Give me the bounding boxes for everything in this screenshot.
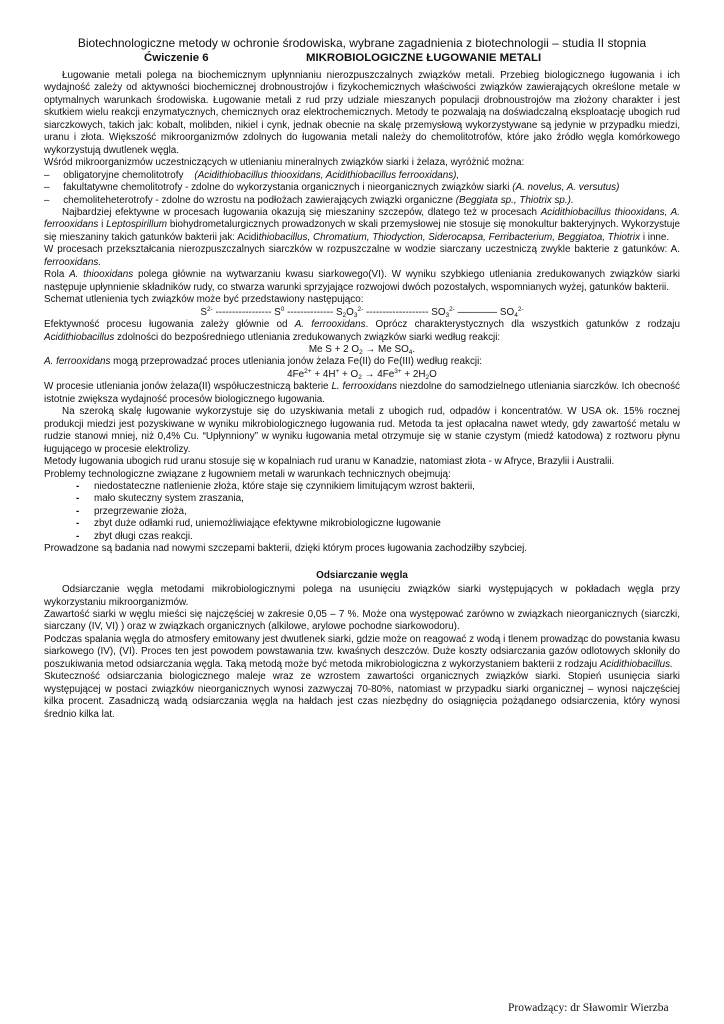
document-page bbox=[44, 36, 680, 721]
list-item-obligatory: – obligatoryjne chemolitotrofy (Acidithiobacillus thiooxidans, Acidithiobacillus ferrooxidans), bbox=[44, 169, 460, 181]
exercise-heading bbox=[44, 51, 680, 66]
paragraph-uranium: Metody ługowania ubogich rud uranu stosuje się w kopalniach rud uranu w Kanadzie, natomiast złota - w Afryce, Brazylii i Australii. bbox=[44, 456, 615, 468]
paragraph-intro: Ługowanie metali polega na biochemicznym upłynnianiu nierozpuszczalnych związków metali. Przebieg biologicznego ługowania i ich wydajność zależy od aktywności biochemicznej drobnoustrojów i fizykochemicznych właściwości związków zawierających określone metale w optymalnych warunkach środowiska. Ługowanie metali z rud przy udziale mieszanych populacji drobnoustrojów ma złożony charakter i jest skutkiem wielu reakcji enzymatycznych, chemicznych oraz elektrochemicznych. Metody te pozwalają na doświadczalną eksploatację ubogich rud siarczkowych, takich jak: kobalt, molibden, nikiel i cynk, jednak obecnie na skalę przemysłową wykorzystywane są jedynie w przypadku miedzi, uranu i złota. Większość mikroorganizmów zdolnych do ługowania metali należy do chemolitotrofów, które jako źródło węgla komórkowego wykorzystują dwutlenek węgla. bbox=[44, 70, 680, 156]
paragraph-research: Prowadzone są badania nad nowymi szczepami bakterii, dzięki którym proces ługowania zachodziłby szybciej. bbox=[44, 543, 528, 555]
problem-item: - niedostateczne natlenienie złoża, które staje się czynnikiem limitującym wzrost bakterii, bbox=[44, 481, 680, 493]
list-item-facultative: – fakultatywne chemolitotrofy - zdolne do wykorzystania organicznych i nieorganicznych związków siarki (A. novelus, A. versutus) bbox=[44, 182, 620, 194]
paragraph-problems-intro: Problemy technologiczne związane z ługowniem metali w warunkach technicznych obejmują: bbox=[44, 468, 451, 480]
paragraph-efficiency: Efektywność procesu ługowania zależy głównie od A. ferrooxidans. Oprócz charakterystycznych dla wszystkich gatunków z rodzaju Acidithiobacillus zdolności do bezpośredniego utleniania zredukowanych związków siarki według reakcji: bbox=[44, 319, 680, 343]
list-item-chemoliteheterotrophs: – chemoliteheterotrofy - zdolne do wzrostu na podłożach zawierających związki organiczne (Beggiata sp., Thiotrix sp.). bbox=[44, 194, 574, 206]
paragraph-iron-oxidation: A. ferrooxidans mogą przeprowadzać proces utleniania jonów żelaza Fe(II) do Fe(III) według reakcji: bbox=[44, 356, 483, 368]
paragraph-sulfides: W procesach przekształcania nierozpuszczalnych siarczków w rozpuszczalne w wodzie siarczany uczestniczą zwykle bakterie z gatunków: A. ferrooxidans. bbox=[44, 244, 680, 268]
problem-item: - przegrzewanie złoża, bbox=[44, 506, 680, 518]
section-heading-coal: Odsiarczanie węgla bbox=[316, 569, 408, 581]
paragraph-microorganisms: Wśród mikroorganizmów uczestniczących w utlenianiu mineralnych związków siarki i żelaza, wyróżnić można: bbox=[44, 157, 525, 169]
paragraph-iron-bacteria: W procesie utleniania jonów żelaza(II) współuczestniczą bakterie L. ferrooxidans niezdolne do samodzielnego utleniania siarczków. Ich obecność istotnie zwiększa wydajność procesów biologicznego ługowania. bbox=[44, 381, 680, 405]
paragraph-large-scale: Na szeroką skalę ługowanie wykorzystuje się do uzyskiwania metali z ubogich rud, odpadów i koncentratów. W USA ok. 15% rocznej produkcji miedzi jest pozyskiwane w wyniku mikrobiologicznego ługowania rud. Metoda ta jest opłacalna nawet wtedy, gdy zawartość metalu w rudzie stanowi mniej, niż 0,4% Cu. “Upłynniony” w wyniku ługowania metal otrzymuje się w stanie czystym (miedź katodowa) z roztworu płynu ługującego w procesie elektrolizy. bbox=[44, 406, 680, 455]
exercise-topic: MIKROBIOLOGICZNE ŁUGOWANIE METALI bbox=[306, 52, 542, 64]
paragraph-sulfur-content: Zawartość siarki w węglu mieści się najczęściej w zakresie 0,05 – 7 %. Może ona występować zarówno w związkach nieorganicznych (siarczki, siarczany (IV, VI) ) oraz w związkach organicznych (alkilowe, arylowe pochodne siarkowodoru). bbox=[44, 609, 680, 633]
problem-item: - zbyt długi czas reakcji. bbox=[44, 531, 680, 543]
footer-instructor: Prowadzący: dr Sławomir Wierzba bbox=[508, 1002, 669, 1014]
paragraph-scheme-intro: Schemat utlenienia tych związków może być przedstawiony następująco: bbox=[44, 294, 364, 306]
paragraph-mixtures: Najbardziej efektywne w procesach ługowania okazują się mieszaniny szczepów, dlatego też w procesach Acidithiobacillus thiooxidans, A. ferrooxidans i Leptospirillum biohydrometalurgicznych prowadzonych w skali przemysłowej nie stosuje się monokultur bakteryjnych. Wykorzystuje się mieszaniny takich gatunków bakterii jak: Acidithiobacillus, Chromatium, Thiodyction, Siderocapsa, Ferribacterium, Beggiatoa, Thiotrix i inne. bbox=[44, 206, 680, 243]
oxidation-scheme: $S^{2-}$ ----------------- $S^0$ -------------- $S_2O_3^{2-}$ ------------------- $SO_3^{2-}$ ———— $SO_4^{2-}$ bbox=[200, 305, 524, 319]
paragraph-effectiveness: Skuteczność odsiarczania biologicznego maleje wraz ze wzrostem zawartości organicznych związków siarki. Stopień usunięcia siarki występującej w postaci związków nieorganicznych wynosi zazwyczaj 70-80%, natomiast w przypadku siarki organicznej – wynosi najczęściej kilka procent. Zasadniczą wadą odsiarczania węgla na hałdach jest czas niezbędny do osiągnięcia pożądanego odsiarczenia, który wynosi średnio kilka lat. bbox=[44, 671, 680, 720]
course-title: Biotechnologiczne metody w ochronie środowiska, wybrane zagadnienia z biotechnologii – studia II stopnia bbox=[77, 36, 647, 50]
paragraph-coal-intro: Odsiarczanie węgla metodami mikrobiologicznymi polega na usunięciu związków siarki występujących w pokładach węgla przy wykorzystaniu mikroorganizmów. bbox=[44, 584, 680, 608]
reaction-equation-1: Me S + 2 $O_2 \to Me$ $SO_4$. bbox=[308, 343, 416, 356]
problem-item: - mało skuteczny system zraszania, bbox=[44, 493, 680, 505]
paragraph-role: Rola A. thiooxidans polega głównie na wytwarzaniu kwasu siarkowego(VI). W wyniku szybkiego utleniania zredukowanych związków siarki następuje upłynnienie składników rudy, co stwarza warunki sprzyjające rozwojowi dwóch pozostałych, wspomnianych wyżej, gatunków bakterii. bbox=[44, 269, 680, 293]
reaction-equation-2: $4Fe^{2+} + 4H^+ + O_2 \to 4Fe^{3+} + 2H_2O$ bbox=[287, 367, 437, 381]
paragraph-combustion: Podczas spalania węgla do atmosfery emitowany jest dwutlenek siarki, gdzie może on reagować z wodą i tlenem prowadząc do powstania kwasu siarkowego (IV), (VI). Proces ten jest powodem powstawania tzw. kwaśnych deszczów. Duże koszty odsiarczania gazów odlotowych skłoniły do poszukiwania metod odsiarczania węgla. Taką metodą może być metoda mikrobiologiczna z wykorzystaniem bakterii z rodzaju Acidithiobacillus. bbox=[44, 633, 680, 670]
problem-item: - zbyt duże odłamki rud, uniemożliwiające efektywne mikrobiologiczne ługowanie bbox=[44, 518, 680, 530]
exercise-number: Ćwiczenie 6 bbox=[144, 52, 209, 64]
